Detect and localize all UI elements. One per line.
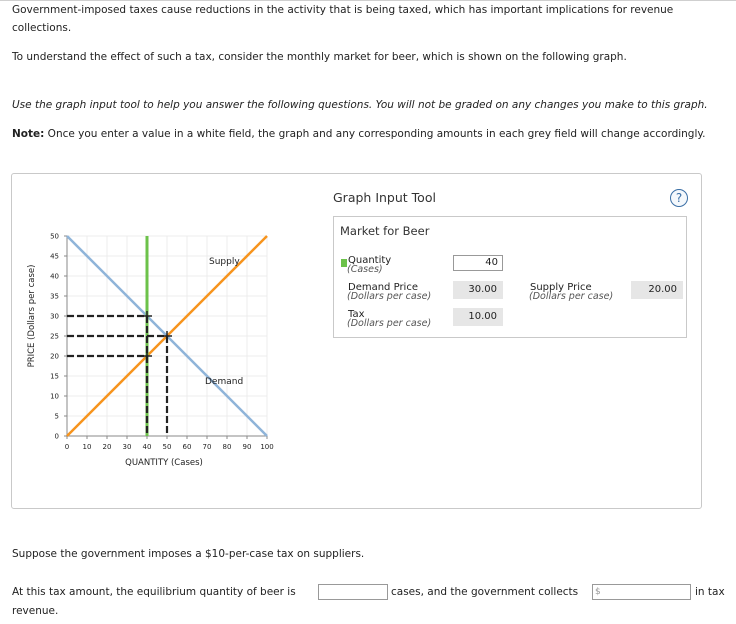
x-tick-label: 0 xyxy=(64,443,70,451)
tax-label: Tax xyxy=(348,309,365,320)
y-tick-label: 20 xyxy=(50,352,59,361)
x-tick-label: 90 xyxy=(242,443,252,451)
demand-price-label: Demand Price xyxy=(348,282,418,293)
y-tick-label: 25 xyxy=(50,332,59,341)
x-tick-label: 20 xyxy=(102,443,112,451)
x-tick-label: 100 xyxy=(260,443,274,451)
intro-line-2: collections. xyxy=(12,22,72,34)
supply-price-field: 20.00 xyxy=(631,281,683,299)
y-tick-label: 50 xyxy=(50,232,59,241)
x-tick-label: 50 xyxy=(162,443,172,451)
top-border xyxy=(0,0,736,1)
equilibrium-quantity-input[interactable] xyxy=(318,584,388,600)
quantity-field[interactable]: 40 xyxy=(453,255,503,271)
question-part-3: in tax xyxy=(695,586,725,598)
supply-price-unit: (Dollars per case) xyxy=(529,291,614,302)
note-text xyxy=(12,127,705,141)
y-tick-label: 0 xyxy=(54,432,59,441)
x-tick-label: 30 xyxy=(122,443,132,451)
x-axis-label: QUANTITY (Cases) xyxy=(125,458,203,468)
y-tick-label: 30 xyxy=(50,312,59,321)
tax-unit: (Dollars per case) xyxy=(347,318,432,329)
note-label: Note: xyxy=(12,128,45,140)
x-tick-label: 40 xyxy=(142,443,152,451)
market-graph[interactable] xyxy=(12,226,272,476)
x-tick-label: 80 xyxy=(222,443,232,451)
y-tick-label: 10 xyxy=(50,392,59,401)
y-tick-label: 5 xyxy=(54,412,59,421)
x-tick-label: 10 xyxy=(82,443,92,451)
quantity-label: Quantity xyxy=(348,255,392,266)
y-tick-label: 40 xyxy=(50,272,59,281)
demand-price-field: 30.00 xyxy=(453,281,503,299)
y-tick-label: 15 xyxy=(50,372,59,381)
market-title: Market for Beer xyxy=(340,224,430,238)
tool-title: Graph Input Tool xyxy=(333,190,436,205)
x-tick-label: 60 xyxy=(182,443,192,451)
question-premise: Suppose the government imposes a $10-per-case tax on suppliers. xyxy=(12,548,365,560)
instruction-text: Use the graph input tool to help you answer the following questions. You will not be graded on any changes you make to this graph. xyxy=(12,99,708,111)
intro-line-1: Government-imposed taxes cause reductions in the activity that is being taxed, which has important implications for revenue xyxy=(12,4,674,16)
question-part-1: At this tax amount, the equilibrium quantity of beer is xyxy=(12,586,296,598)
question-icon[interactable]: ? xyxy=(670,189,688,207)
quantity-unit: (Cases) xyxy=(347,264,383,275)
y-axis-label: PRICE (Dollars per case) xyxy=(27,264,37,368)
note-body: Once you enter a value in a white field, the graph and any corresponding amounts in each grey field will change accordingly. xyxy=(44,128,706,140)
supply-label: Supply xyxy=(209,257,240,267)
y-tick-label: 45 xyxy=(50,252,59,261)
x-tick-label: 70 xyxy=(202,443,212,451)
demand-label: Demand xyxy=(205,377,244,387)
tax-field: 10.00 xyxy=(453,308,503,326)
tax-revenue-input[interactable]: $ xyxy=(592,584,691,600)
question-part-2: cases, and the government collects xyxy=(391,586,579,598)
question-part-4: revenue. xyxy=(12,605,59,617)
y-tick-label: 35 xyxy=(50,292,59,301)
intro-line-3: To understand the effect of such a tax, consider the monthly market for beer, which is shown on the following graph. xyxy=(12,51,627,63)
demand-price-unit: (Dollars per case) xyxy=(347,291,432,302)
supply-price-label: Supply Price xyxy=(530,282,592,293)
